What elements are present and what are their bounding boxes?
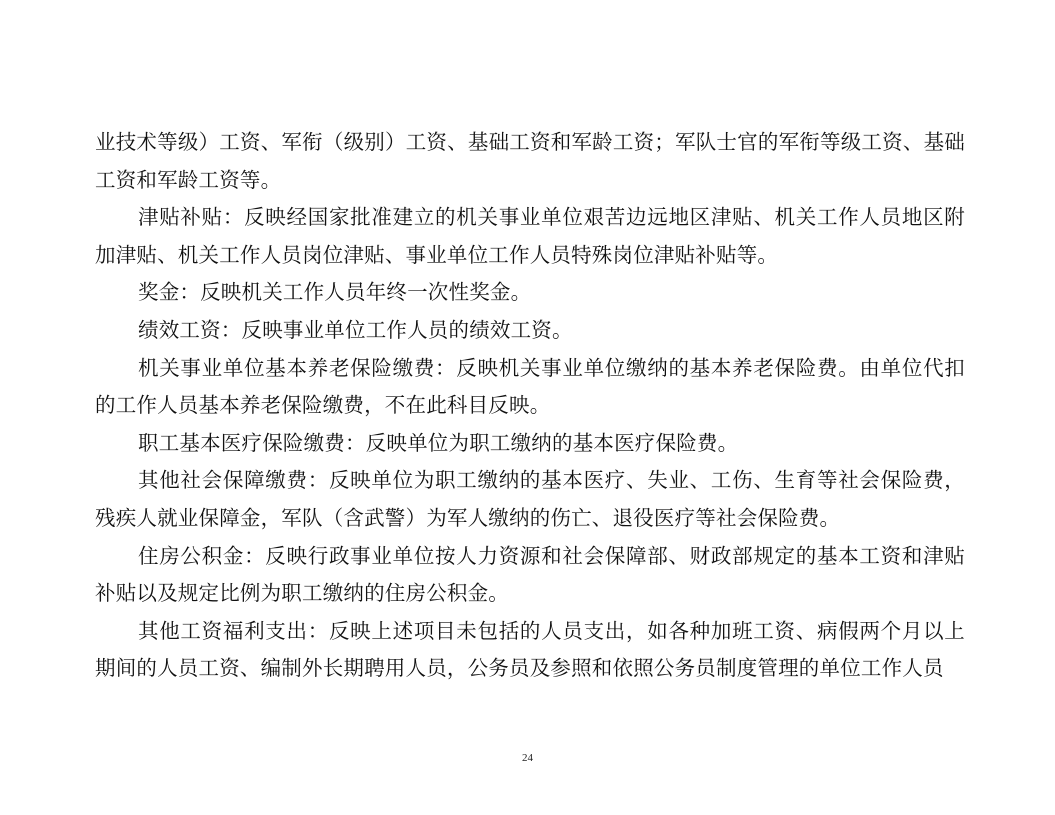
paragraph-performance-pay: 绩效工资：反映事业单位工作人员的绩效工资。: [138, 317, 573, 342]
paragraph-other-wage-welfare: 其他工资福利支出：反映上述项目未包括的人员支出，如各种加班工资、病假两个月以上期间的人员工资、编制外长期聘用人员，公务员及参照和依照公务员制度管理的单位工作人员: [95, 618, 965, 681]
document-body: [95, 124, 965, 688]
paragraph-medical-insurance: 职工基本医疗保险缴费：反映单位为职工缴纳的基本医疗保险费。: [138, 430, 739, 455]
page-number: 24: [522, 752, 533, 764]
paragraph-wage-continuation: 业技术等级）工资、军衔（级别）工资、基础工资和军龄工资；军队士官的军衔等级工资、基础工资和军龄工资等。: [95, 130, 965, 192]
paragraph-bonus: 奖金：反映机关工作人员年终一次性奖金。: [138, 280, 532, 305]
paragraph-allowances: 津贴补贴：反映经国家批准建立的机关事业单位艰苦边远地区津贴、机关工作人员地区附加津贴、机关工作人员岗位津贴、事业单位工作人员特殊岗位津贴补贴等。: [95, 205, 965, 267]
paragraph-pension-insurance: 机关事业单位基本养老保险缴费：反映机关事业单位缴纳的基本养老保险费。由单位代扣的工作人员基本养老保险缴费，不在此科目反映。: [95, 355, 965, 418]
paragraph-other-social-security: 其他社会保障缴费：反映单位为职工缴纳的基本医疗、失业、工伤、生育等社会保险费，残疾人就业保障金，军队（含武警）为军人缴纳的伤亡、退役医疗等社会保险费。: [95, 468, 965, 530]
paragraph-housing-fund: 住房公积金：反映行政事业单位按人力资源和社会保障部、财政部规定的基本工资和津贴补贴以及规定比例为职工缴纳的住房公积金。: [95, 543, 965, 606]
